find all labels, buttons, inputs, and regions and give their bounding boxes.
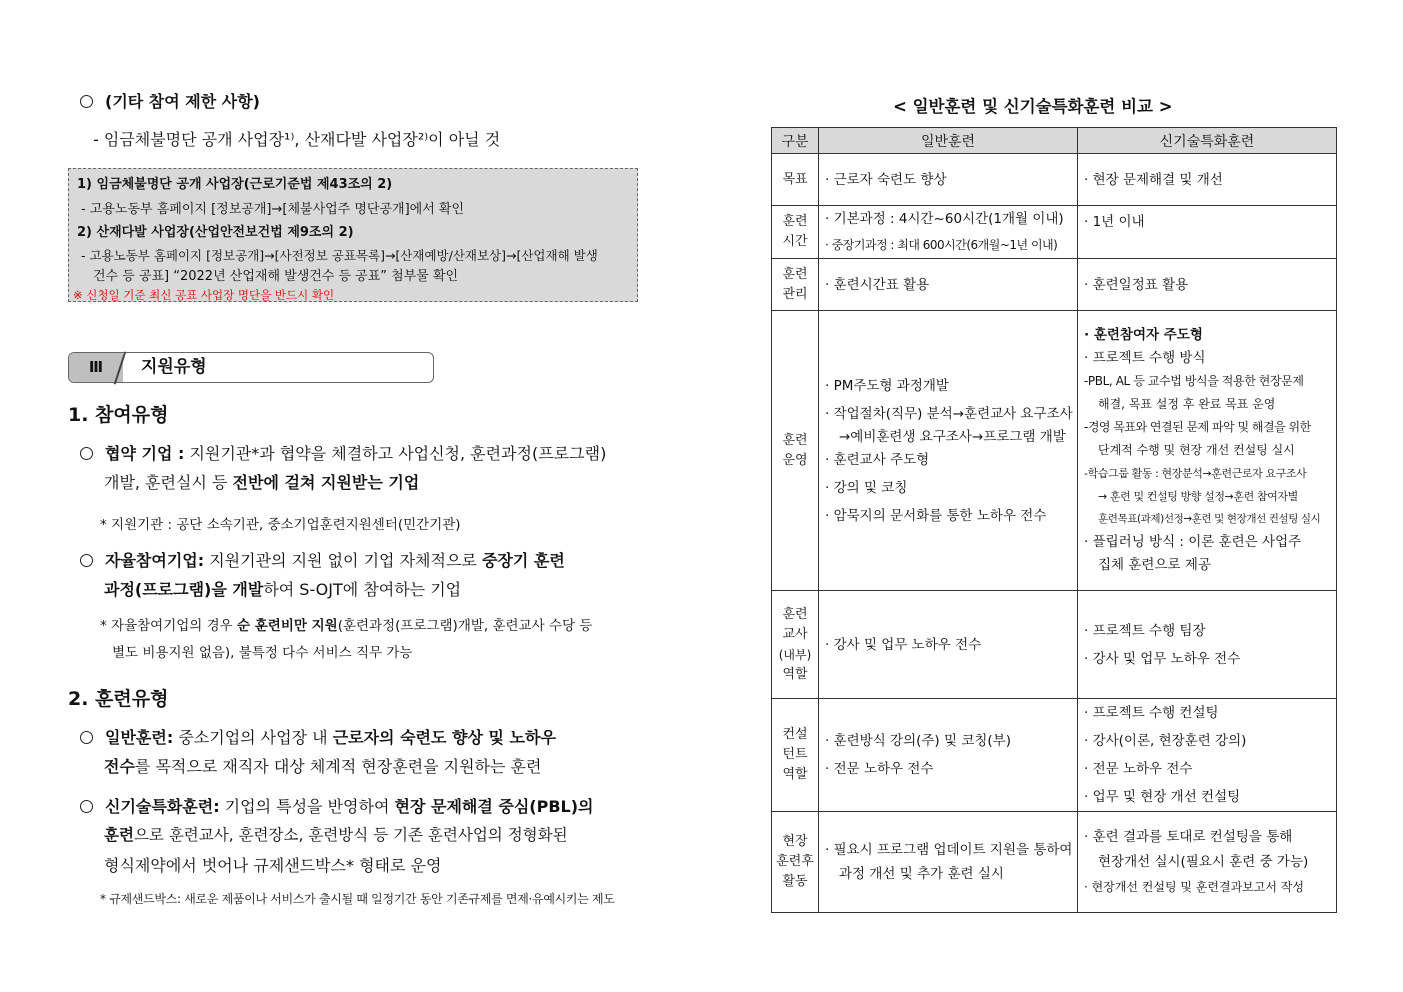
row-category: 컨설 턴트 역할 (772, 699, 819, 812)
row-general: · 강사 및 업무 노하우 전수 (819, 591, 1078, 699)
note-2b: 건수 등 공표] “2022년 산업재해 발생건수 등 공표” 첨부물 확인 (93, 269, 459, 284)
note-2a: - 고용노동부 홈페이지 [정보공개]→[사전정보 공표목록]→[산재예방/산재보상]→[산업재해 발생 (81, 248, 598, 263)
section-header (68, 352, 434, 383)
circle-bullet-icon (80, 95, 93, 108)
heading-participation: 1. 참여유형 (68, 404, 169, 426)
newtech-line-2: 훈련으로 훈련교사, 훈련장소, 훈련방식 등 기존 훈련사업의 정형화된 (104, 826, 568, 844)
newtech-line-3: 형식제약에서 벗어나 규제샌드박스* 형태로 운영 (104, 856, 442, 875)
note-1a: - 고용노동부 홈페이지 [정보공개]→[체불사업주 명단공개]에서 확인 (81, 202, 465, 217)
restriction-line: - 임금체불명단 공개 사업장¹⁾, 산재다발 사업장²⁾이 아닐 것 (93, 130, 501, 149)
table-row (772, 154, 1337, 206)
header-newtech: 신기술특화훈련 (1078, 128, 1337, 154)
row-category: 훈련 운영 (772, 311, 819, 591)
header-category: 구분 (772, 128, 819, 154)
table-row (772, 311, 1337, 591)
row-general: · 훈련방식 강의(주) 및 코칭(부) · 전문 노하우 전수 (819, 699, 1078, 812)
circle-bullet-icon (80, 731, 93, 744)
general-line-2: 전수를 목적으로 재직자 대상 체계적 현장훈련을 지원하는 훈련 (104, 757, 542, 776)
agreement-note: * 지원기관 : 공단 소속기관, 중소기업훈련지원센터(민간기관) (100, 517, 461, 533)
general-line-1: 일반훈련: 중소기업의 사업장 내 근로자의 숙련도 향상 및 노하우 (80, 725, 556, 748)
sandbox-note: * 규제샌드박스: 새로운 제품이나 서비스가 출시될 때 일정기간 동안 기존규제를 면제·유예시키는 제도 (100, 892, 615, 906)
row-newtech: · 프로젝트 수행 팀장 · 강사 및 업무 노하우 전수 (1078, 591, 1337, 699)
circle-bullet-icon (80, 554, 93, 567)
voluntary-line-2: 과정(프로그램)을 개발하여 S-OJT에 참여하는 기업 (104, 580, 462, 599)
row-general: · 기본과정 : 4시간~60시간(1개월 이내) · 중장기과정 : 최대 600시간(6개월~1년 이내) (819, 206, 1078, 259)
section-number: Ⅲ (69, 353, 123, 382)
agreement-line-1: 협약 기업 : 지원기관*과 협약을 체결하고 사업신청, 훈련과정(프로그램) (80, 441, 606, 464)
section-title: 지원유형 (141, 357, 207, 377)
row-newtech: · 훈련참여자 주도형 · 프로젝트 수행 방식 -PBL, AL 등 교수법 방식을 적용한 현장문제 해결, 목표 설정 후 완료 목표 운영 -경영 목표와 연결된 문제 파악 및 해결을 위한 단계적 수행 및 현장 개선 컨설팅 실시 -학습그룹 활동 : 현장분석→훈련근로자 요구조사 → 훈련 및 컨설팅 방향 설정→훈련 참여자별 훈련목표(과제)선정→훈련 및 현장개선 컨설팅 실시 · 플립러닝 방식 : 이론 훈련은 사업주 집체 훈련으로 제공 (1078, 311, 1337, 591)
table-row (772, 591, 1337, 699)
row-newtech: · 프로젝트 수행 컨설팅 · 강사(이론, 현장훈련 강의) · 전문 노하우 전수 · 업무 및 현장 개선 컨설팅 (1078, 699, 1337, 812)
row-category: 목표 (772, 154, 819, 206)
voluntary-line-1: 자율참여기업: 지원기관의 지원 없이 기업 자체적으로 중장기 훈련 (80, 548, 565, 571)
note-2: 2) 산재다발 사업장(산업안전보건법 제9조의 2) (77, 225, 354, 240)
voluntary-note-2: 별도 비용지원 없음), 불특정 다수 서비스 직무 가능 (112, 645, 413, 661)
row-general: · 필요시 프로그램 업데이트 지원을 통하여 과정 개선 및 추가 훈련 실시 (819, 812, 1078, 913)
comparison-title: < 일반훈련 및 신기술특화훈련 비교 > (893, 97, 1173, 116)
row-newtech: · 1년 이내 (1078, 206, 1337, 259)
footnote-box (68, 168, 638, 302)
row-general: · PM주도형 과정개발 · 작업절차(직무) 분석→훈련교사 요구조사 →예비훈련생 요구조사→프로그램 개발 · 훈련교사 주도형 · 강의 및 코칭 · 암묵지의 문서화를 통한 노하우 전수 (819, 311, 1078, 591)
header-general: 일반훈련 (819, 128, 1078, 154)
comparison-table (771, 127, 1337, 913)
row-newtech: · 훈련일정표 활용 (1078, 259, 1337, 311)
row-newtech: · 훈련 결과를 토대로 컨설팅을 통해 현장개선 실시(필요시 훈련 중 가능) · 현장개선 컨설팅 및 훈련결과보고서 작성 (1078, 812, 1337, 913)
table-row (772, 206, 1337, 259)
table-row (772, 259, 1337, 311)
voluntary-note-1: * 자율참여기업의 경우 순 훈련비만 지원(훈련과정(프로그램)개발, 훈련교사 수당 등 (100, 618, 593, 634)
row-category: 훈련 관리 (772, 259, 819, 311)
agreement-line-2: 개발, 훈련실시 등 전반에 걸쳐 지원받는 기업 (104, 473, 420, 492)
table-row (772, 699, 1337, 812)
row-category: 훈련 시간 (772, 206, 819, 259)
row-newtech: · 현장 문제해결 및 개선 (1078, 154, 1337, 206)
row-general: · 훈련시간표 활용 (819, 259, 1078, 311)
table-header-row (772, 128, 1337, 154)
row-category: 현장 훈련후 활동 (772, 812, 819, 913)
table-row (772, 812, 1337, 913)
note-1: 1) 임금체불명단 공개 사업장(근로기준법 제43조의 2) (77, 177, 393, 192)
row-category: 훈련 교사 (내부) 역할 (772, 591, 819, 699)
row-general: · 근로자 숙련도 향상 (819, 154, 1078, 206)
heading-training-type: 2. 훈련유형 (68, 688, 169, 710)
restriction-heading: (기타 참여 제한 사항) (80, 89, 260, 112)
note-warning: ※ 신청일 기준 최신 공표 사업장 명단을 반드시 확인 (73, 288, 335, 302)
circle-bullet-icon (80, 447, 93, 460)
newtech-line-1: 신기술특화훈련: 기업의 특성을 반영하여 현장 문제해결 중심(PBL)의 (80, 794, 594, 817)
circle-bullet-icon (80, 800, 93, 813)
